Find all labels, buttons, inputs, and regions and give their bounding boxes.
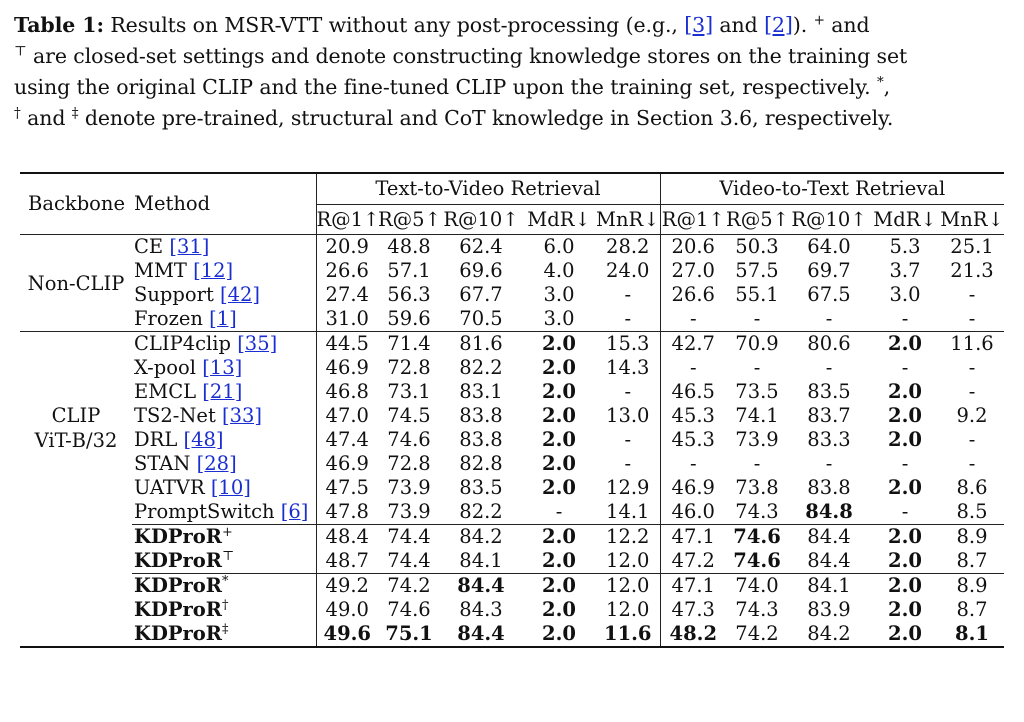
cell-value: 12.0 (606, 549, 650, 572)
cell-value: - (753, 307, 761, 330)
method-cell: KDProR† (134, 597, 229, 621)
method-cell: MMT [12] (134, 259, 234, 282)
backbone-cell-empty (20, 525, 132, 648)
cell-value: 74.1 (735, 404, 779, 427)
cell-value: 62.4 (440, 235, 522, 260)
cell-value: 47.5 (316, 476, 378, 500)
cell-value: 84.4 (440, 574, 522, 599)
cell-value: 2.0 (522, 622, 596, 647)
method-cell: KDProR* (132, 574, 316, 599)
cell-value: 59.6 (387, 307, 431, 330)
metric-header: R@1↑ (316, 205, 378, 235)
cell-value: 70.5 (459, 307, 503, 330)
cell-value: 46.9 (316, 452, 378, 476)
table-row (20, 307, 1004, 332)
cell-value: 47.1 (660, 525, 726, 550)
cell-value: 26.6 (316, 259, 378, 283)
method-cell: PromptSwitch [6] (134, 500, 309, 523)
cell-value: 46.9 (660, 476, 726, 500)
results-table (20, 172, 1004, 648)
citation-link[interactable]: [3] (684, 13, 713, 37)
table-row (20, 235, 1004, 260)
col-method-header: Method (132, 173, 316, 235)
cell-value: 44.5 (316, 332, 378, 357)
cell-value: 70.9 (726, 332, 788, 357)
cell-value: 72.8 (387, 452, 431, 475)
table-caption: Table 1: Results on MSR-VTT without any post-processing (e.g., [3] and [2]). + and ⊤ are closed-set settings and denote constructing knowledge stores on the training set using the original CLIP and the fine-tuned CLIP upon the training set, respectively. *, † and ‡ denote pre-trained, structural and CoT knowledge in Section 3.6, respectively. (14, 12, 908, 130)
bottom-rule (20, 646, 1004, 648)
cell-value: 73.9 (735, 428, 779, 451)
cell-value: - (555, 500, 563, 523)
cell-value: 67.5 (807, 283, 851, 306)
cell-value: 3.0 (889, 283, 921, 306)
backbone-cell: Non-CLIP (20, 235, 132, 332)
cell-value: 83.5 (459, 476, 503, 499)
cell-value: 8.7 (956, 598, 988, 621)
cell-value: 28.2 (596, 235, 660, 260)
cell-value: 49.6 (316, 622, 378, 647)
col-backbone-header: Backbone (20, 173, 132, 235)
cell-value: 74.6 (387, 428, 431, 451)
caption-label: Table 1: (14, 13, 104, 37)
table-row (20, 428, 1004, 452)
citation-link[interactable]: [31] (169, 235, 210, 258)
metric-header: MnR↓ (940, 205, 1004, 235)
group-header-t2v: Text-to-Video Retrieval (316, 173, 660, 205)
cell-value: 2.0 (542, 452, 576, 475)
cell-value: 83.8 (459, 428, 503, 451)
cell-value: 74.6 (733, 549, 781, 572)
cell-value: 57.1 (387, 259, 431, 282)
cell-value: 74.3 (735, 500, 779, 523)
metric-header: R@10↑ (440, 205, 522, 235)
cell-value: 46.9 (316, 356, 378, 380)
table-row (20, 622, 1004, 647)
cell-value: 69.7 (807, 259, 851, 282)
cell-value: 3.0 (543, 283, 575, 306)
cell-value: - (901, 307, 909, 330)
table-row (20, 404, 1004, 428)
metric-header: MdR↓ (870, 205, 940, 235)
cell-value: 2.0 (542, 476, 576, 499)
method-cell: STAN [28] (134, 452, 237, 475)
cell-value: - (968, 380, 976, 403)
cell-value: - (901, 356, 909, 379)
cell-value: 2.0 (522, 525, 596, 550)
cell-value: - (825, 452, 833, 475)
cell-value: 69.6 (459, 259, 503, 282)
cell-value: 42.7 (660, 332, 726, 357)
cell-value: - (968, 452, 976, 475)
cell-value: 49.0 (316, 598, 378, 622)
cell-value: - (753, 356, 761, 379)
cell-value: 20.9 (316, 235, 378, 260)
cell-value: - (968, 283, 976, 306)
cell-value: 2.0 (522, 332, 596, 357)
cell-value: 83.8 (807, 476, 851, 499)
cell-value: 74.6 (387, 598, 431, 621)
cell-value: 74.5 (387, 404, 431, 427)
method-cell: KDProR+ (132, 525, 316, 550)
cell-value: - (624, 380, 632, 403)
cell-value: 2.0 (888, 404, 922, 427)
cell-value: 82.2 (459, 500, 503, 523)
cell-value: 80.6 (788, 332, 870, 357)
cell-value: 83.9 (807, 598, 851, 621)
cell-value: 4.0 (543, 259, 575, 282)
metric-header: R@1↑ (660, 205, 726, 235)
metric-header: R@5↑ (378, 205, 440, 235)
citation-link[interactable]: [10] (210, 476, 251, 499)
citation-link[interactable]: [1] (209, 307, 237, 330)
cell-value: - (660, 307, 726, 332)
cell-value: 8.6 (956, 476, 988, 499)
cell-value: 27.0 (660, 259, 726, 283)
cell-value: - (901, 452, 909, 475)
cell-value: 12.0 (606, 598, 650, 621)
table-row (20, 259, 1004, 283)
cell-value: 48.8 (378, 235, 440, 260)
citation-link[interactable]: [33] (222, 404, 263, 427)
cell-value: 74.2 (726, 622, 788, 647)
citation-link[interactable]: [6] (280, 500, 309, 523)
cell-value: 48.4 (316, 525, 378, 550)
citation-link[interactable]: [12] (193, 259, 234, 282)
cell-value: 84.3 (459, 598, 503, 621)
cell-value: 74.2 (378, 574, 440, 599)
cell-value: 8.9 (940, 574, 1004, 599)
cell-value: 9.2 (956, 404, 988, 427)
citation-link[interactable]: [2] (764, 13, 793, 37)
table-row (20, 549, 1004, 574)
cell-value: 2.0 (888, 476, 922, 499)
cell-value: 83.5 (807, 380, 851, 403)
cell-value: 12.2 (596, 525, 660, 550)
cell-value: 47.1 (660, 574, 726, 599)
cell-value: 47.4 (316, 428, 378, 452)
cell-value: 20.6 (660, 235, 726, 260)
cell-value: 2.0 (870, 332, 940, 357)
method-cell: Frozen [1] (134, 307, 237, 330)
cell-value: 47.0 (316, 404, 378, 428)
cell-value: 56.3 (387, 283, 431, 306)
cell-value: - (901, 500, 909, 523)
method-cell: UATVR [10] (134, 476, 251, 499)
cell-value: 83.8 (459, 404, 503, 427)
cell-value: 47.3 (660, 598, 726, 622)
cell-value: 84.4 (440, 622, 522, 647)
cell-value: - (624, 452, 632, 475)
cell-value: 2.0 (542, 356, 576, 379)
cell-value: 46.5 (660, 380, 726, 404)
cell-value: 71.4 (378, 332, 440, 357)
cell-value: 3.0 (543, 307, 575, 330)
method-cell: KDProR⊤ (134, 548, 235, 572)
cell-value: 15.3 (596, 332, 660, 357)
citation-link[interactable]: [13] (202, 356, 243, 379)
cell-value: 8.7 (956, 549, 988, 572)
cell-value: 48.2 (660, 622, 726, 647)
cell-value: 8.9 (940, 525, 1004, 550)
table-row (20, 380, 1004, 404)
cell-value: 3.7 (889, 259, 921, 282)
cell-value: - (968, 428, 976, 451)
metric-header: R@10↑ (788, 205, 870, 235)
cell-value: 11.6 (596, 622, 660, 647)
cell-value: 46.8 (316, 380, 378, 404)
citation-link[interactable]: [35] (237, 332, 278, 355)
cell-value: 73.8 (735, 476, 779, 499)
cell-value: 5.3 (870, 235, 940, 260)
method-cell: X-pool [13] (134, 356, 243, 379)
cell-value: 84.1 (788, 574, 870, 599)
table-row (20, 574, 1004, 599)
cell-value: 2.0 (888, 549, 922, 572)
cell-value: 14.1 (606, 500, 650, 523)
cell-value: 2.0 (522, 574, 596, 599)
cell-value: 2.0 (542, 428, 576, 451)
cell-value: 14.3 (606, 356, 650, 379)
cell-value: 13.0 (606, 404, 650, 427)
cell-value: 82.2 (459, 356, 503, 379)
cell-value: 84.2 (788, 622, 870, 647)
citation-link[interactable]: [48] (183, 428, 224, 451)
cell-value: 46.0 (660, 500, 726, 525)
cell-value: 57.5 (735, 259, 779, 282)
cell-value: 73.1 (387, 380, 431, 403)
cell-value: 73.9 (387, 500, 431, 523)
cell-value: 2.0 (870, 574, 940, 599)
cell-value: 31.0 (316, 307, 378, 332)
cell-value: - (624, 428, 632, 451)
cell-value: 45.3 (660, 404, 726, 428)
cell-value: 67.7 (459, 283, 503, 306)
cell-value: 75.1 (378, 622, 440, 647)
cell-value: 84.4 (788, 525, 870, 550)
header-row-groups (20, 173, 1004, 205)
cell-value: 12.9 (606, 476, 650, 499)
citation-link[interactable]: [28] (196, 452, 237, 475)
cell-value: - (660, 452, 726, 476)
cell-value: 2.0 (888, 380, 922, 403)
cell-value: 25.1 (940, 235, 1004, 260)
cell-value: 83.7 (807, 404, 851, 427)
method-cell: KDProR‡ (132, 622, 316, 647)
method-cell: CLIP4clip [35] (132, 332, 316, 357)
cell-value: 74.4 (378, 525, 440, 550)
cell-value: 2.0 (888, 598, 922, 621)
cell-value: 8.1 (940, 622, 1004, 647)
cell-value: 72.8 (387, 356, 431, 379)
cell-value: 21.3 (950, 259, 994, 282)
cell-value: 26.6 (660, 283, 726, 307)
cell-value: - (968, 356, 976, 379)
cell-value: 47.8 (316, 500, 378, 525)
cell-value: 74.4 (387, 549, 431, 572)
table-row (20, 356, 1004, 380)
cell-value: 81.6 (440, 332, 522, 357)
cell-value: 74.0 (726, 574, 788, 599)
backbone-cell: CLIP ViT-B/32 (20, 332, 132, 525)
table-row (20, 500, 1004, 525)
cell-value: 49.2 (316, 574, 378, 599)
cell-value: - (660, 356, 726, 380)
cell-value: 48.7 (316, 549, 378, 574)
citation-link[interactable]: [21] (202, 380, 243, 403)
cell-value: 73.5 (735, 380, 779, 403)
cell-value: 84.2 (440, 525, 522, 550)
cell-value: 11.6 (940, 332, 1004, 357)
table-row (20, 476, 1004, 500)
metric-header: MdR↓ (522, 205, 596, 235)
cell-value: 82.8 (459, 452, 503, 475)
table-row (20, 525, 1004, 550)
cell-value: 47.2 (660, 549, 726, 574)
method-cell: TS2-Net [33] (134, 404, 263, 427)
cell-value: 27.4 (316, 283, 378, 307)
cell-value: 2.0 (870, 622, 940, 647)
cell-value: 2.0 (870, 525, 940, 550)
cell-value: 84.4 (807, 549, 851, 572)
method-cell: CE [31] (132, 235, 316, 260)
cell-value: - (624, 283, 632, 306)
cell-value: - (753, 452, 761, 475)
method-cell: Support [42] (134, 283, 261, 306)
cell-value: 2.0 (888, 428, 922, 451)
cell-value: 73.9 (387, 476, 431, 499)
cell-value: 84.1 (459, 549, 503, 572)
table-row (20, 283, 1004, 307)
cell-value: - (624, 307, 632, 330)
cell-value: 12.0 (596, 574, 660, 599)
metric-header: R@5↑ (726, 205, 788, 235)
cell-value: 6.0 (522, 235, 596, 260)
cell-value: 84.8 (805, 500, 853, 523)
cell-value: 55.1 (735, 283, 779, 306)
table-row (20, 452, 1004, 476)
cell-value: 83.1 (459, 380, 503, 403)
cell-value: - (968, 307, 976, 330)
metric-header: MnR↓ (596, 205, 660, 235)
cell-value: 2.0 (542, 404, 576, 427)
cell-value: 45.3 (660, 428, 726, 452)
method-cell: EMCL [21] (134, 380, 243, 403)
cell-value: 2.0 (542, 380, 576, 403)
cell-value: 24.0 (606, 259, 650, 282)
citation-link[interactable]: [42] (219, 283, 261, 306)
cell-value: 64.0 (788, 235, 870, 260)
cell-value: - (825, 307, 833, 330)
cell-value: 8.5 (956, 500, 988, 523)
cell-value: 2.0 (542, 549, 576, 572)
group-header-v2t: Video-to-Text Retrieval (660, 173, 1004, 205)
cell-value: 74.6 (726, 525, 788, 550)
table-row (20, 332, 1004, 357)
cell-value: - (825, 356, 833, 379)
cell-value: 74.3 (735, 598, 779, 621)
cell-value: 50.3 (726, 235, 788, 260)
cell-value: 2.0 (542, 598, 576, 621)
method-cell: DRL [48] (134, 428, 224, 451)
table-row (20, 598, 1004, 622)
cell-value: 83.3 (807, 428, 851, 451)
